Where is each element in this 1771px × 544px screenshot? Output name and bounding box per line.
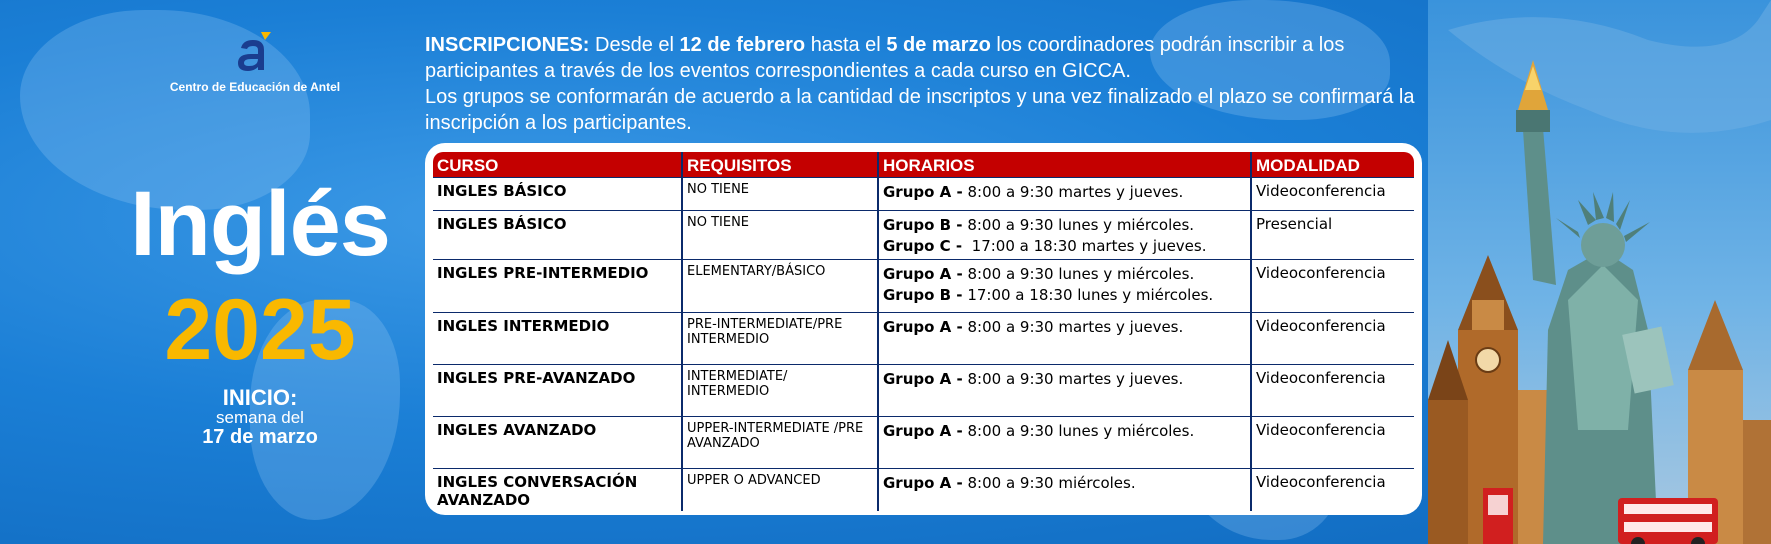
group-time: 8:00 a 9:30 lunes y miércoles. (962, 422, 1195, 440)
schedule-line (883, 264, 1246, 285)
table-row (433, 260, 1414, 313)
group-label: Grupo A - (883, 265, 963, 283)
group-time: 17:00 a 18:30 lunes y miércoles. (962, 286, 1214, 304)
start-date: 17 de marzo (202, 425, 318, 448)
cell-horarios (878, 417, 1251, 469)
cell-horarios (878, 260, 1251, 313)
course-title: Inglés (130, 173, 390, 275)
cell-curso: INGLES AVANZADO (433, 417, 682, 469)
cell-requisitos: NO TIENE (682, 178, 878, 211)
start-label: INICIO: (222, 385, 298, 410)
landmarks-illustration (1428, 0, 1771, 544)
cell-modalidad: Videoconferencia (1251, 313, 1414, 365)
schedule-line (883, 236, 1246, 257)
schedule-line (883, 285, 1246, 306)
cell-horarios (878, 313, 1251, 365)
group-label: Grupo A - (883, 183, 963, 201)
registration-paragraph-1 (425, 32, 1425, 84)
group-time: 8:00 a 9:30 martes y jueves. (962, 318, 1184, 336)
table-row (433, 365, 1414, 417)
cell-modalidad: Videoconferencia (1251, 365, 1414, 417)
cell-curso: INGLES PRE-AVANZADO (433, 365, 682, 417)
cell-curso: INGLES PRE-INTERMEDIO (433, 260, 682, 313)
cell-requisitos: UPPER-INTERMEDIATE /PRE AVANZADO (682, 417, 878, 469)
cell-horarios (878, 365, 1251, 417)
cell-requisitos: INTERMEDIATE/ INTERMEDIO (682, 365, 878, 417)
group-time: 8:00 a 9:30 miércoles. (962, 474, 1136, 492)
table-row (433, 178, 1414, 211)
schedule-line (883, 421, 1246, 442)
schedule-line (883, 317, 1246, 338)
cell-requisitos: ELEMENTARY/BÁSICO (682, 260, 878, 313)
schedule-line (883, 182, 1246, 203)
schedule-line (883, 473, 1246, 494)
cell-curso: INGLES BÁSICO (433, 178, 682, 211)
header-horarios: HORARIOS (878, 152, 1251, 178)
schedule-table (433, 152, 1414, 511)
statue-of-liberty-london-skyline-illustration (1428, 0, 1771, 544)
cell-horarios (878, 469, 1251, 512)
cell-requisitos: UPPER O ADVANCED (682, 469, 878, 512)
registration-paragraph-2: Los grupos se conformarán de acuerdo a la cantidad de inscriptos y una vez finalizado el plazo se confirmará la inscripción a los participantes. (425, 86, 1415, 134)
group-label: Grupo A - (883, 474, 963, 492)
group-time: 8:00 a 9:30 martes y jueves. (962, 183, 1184, 201)
group-label: Grupo B - (883, 216, 963, 234)
cell-horarios (878, 211, 1251, 260)
schedule-line (883, 215, 1246, 236)
registration-text-a: Desde el (589, 34, 680, 56)
cell-modalidad: Videoconferencia (1251, 178, 1414, 211)
cell-curso: INGLES INTERMEDIO (433, 313, 682, 365)
group-label: Grupo C - (883, 237, 963, 255)
registration-label: INSCRIPCIONES: (425, 34, 590, 56)
registration-date-end: 5 de marzo (886, 34, 991, 56)
registration-text-b: hasta el (805, 34, 887, 56)
schedule-line (883, 369, 1246, 390)
group-time: 8:00 a 9:30 lunes y miércoles. (962, 265, 1195, 283)
cell-curso: INGLES CONVERSACIÓN AVANZADO (433, 469, 682, 512)
cell-modalidad: Presencial (1251, 211, 1414, 260)
registration-date-start: 12 de febrero (679, 34, 806, 56)
cell-requisitos: PRE-INTERMEDIATE/PRE INTERMEDIO (682, 313, 878, 365)
table-header-row (433, 152, 1414, 178)
group-time: 8:00 a 9:30 martes y jueves. (962, 370, 1184, 388)
group-time: 8:00 a 9:30 lunes y miércoles. (962, 216, 1195, 234)
course-year: 2025 (164, 282, 356, 378)
table-row (433, 211, 1414, 260)
cell-horarios (878, 178, 1251, 211)
registration-text-c: los coordinadores podrán inscribir a los participantes a través de los eventos correspondientes a cada curso en GICCA. (425, 34, 1345, 82)
cell-curso: INGLES BÁSICO (433, 211, 682, 260)
group-label: Grupo B - (883, 286, 963, 304)
cell-requisitos: NO TIENE (682, 211, 878, 260)
cell-modalidad: Videoconferencia (1251, 260, 1414, 313)
group-label: Grupo A - (883, 318, 963, 336)
table-row (433, 417, 1414, 469)
start-info (160, 386, 360, 448)
logo-text: Centro de Educación de Antel (169, 80, 341, 94)
group-label: Grupo A - (883, 422, 963, 440)
start-line2: semana del (216, 408, 304, 428)
header-modalidad: MODALIDAD (1251, 152, 1414, 178)
table-row (433, 469, 1414, 512)
cell-modalidad: Videoconferencia (1251, 417, 1414, 469)
header-requisitos: REQUISITOS (682, 152, 878, 178)
antel-logo-icon (233, 30, 273, 74)
header-curso: CURSO (433, 152, 682, 178)
group-time: 17:00 a 18:30 martes y jueves. (962, 237, 1207, 255)
registration-info (425, 32, 1425, 136)
table-row (433, 313, 1414, 365)
group-label: Grupo A - (883, 370, 963, 388)
cell-modalidad: Videoconferencia (1251, 469, 1414, 512)
